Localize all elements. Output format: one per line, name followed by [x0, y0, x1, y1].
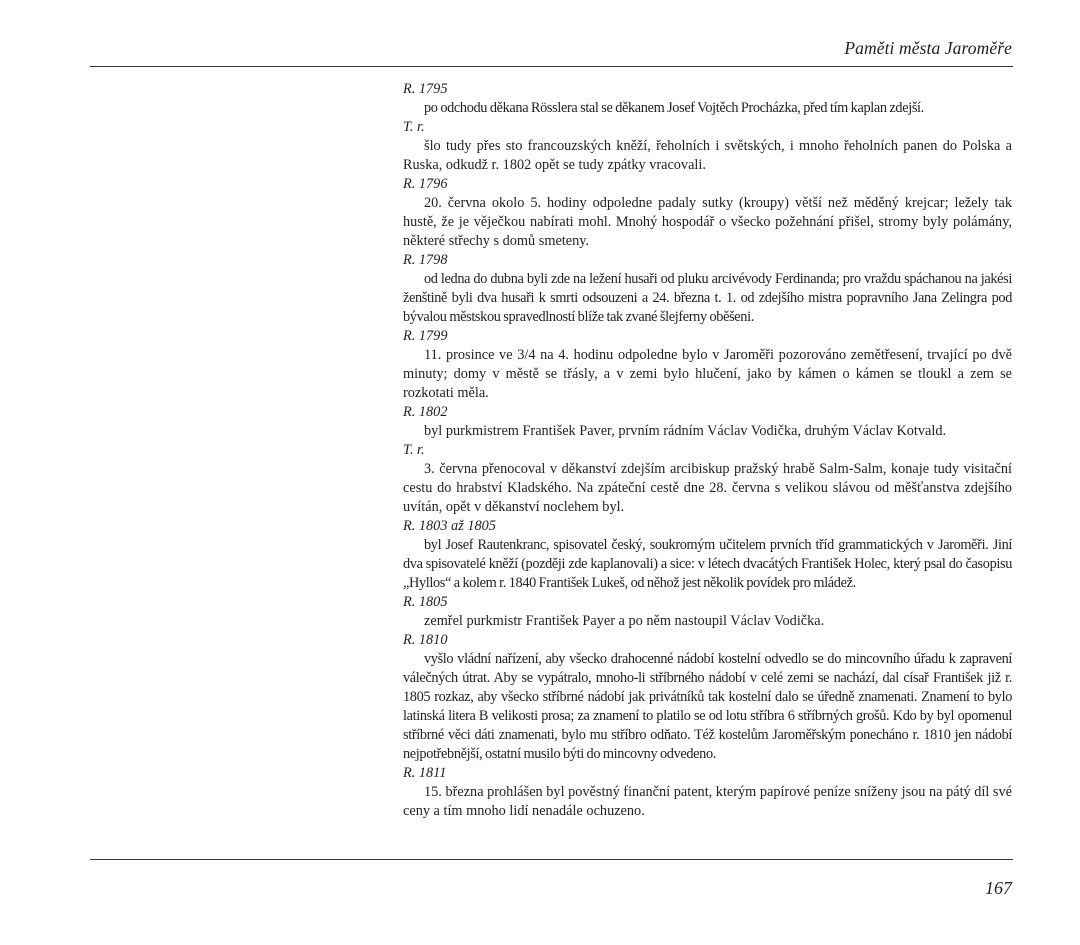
entry-text: byl purkmistrem František Paver, prvním rádním Václav Vodička, druhým Václav Kotvald. [424, 423, 947, 439]
entry-text: 11. prosince ve 3/4 na 4. hodinu odpoledne bylo v Jaroměři pozorováno zemětřesení, trvající po dvě minuty; domy v městě se třásly, a v zemi bylo hlučení, jako by kámen o kámen se tloukl a zem se rozkotati měla. [403, 347, 1012, 401]
entry-text: 20. června okolo 5. hodiny odpoledne padaly sutky (kroupy) větší než měděný krejcar; ležely tak hustě, že je věječkou nabírati mohl. Mnohý hospodář o všecko požehnání přišel, stromy byly polámány, některé střechy s domů smeteny. [403, 195, 1012, 249]
chronicle-text [403, 80, 1012, 821]
entry-text: 3. června přenocoval v děkanství zdejším arcibiskup pražský hrabě Salm-Salm, konaje tudy visitační cestu do hrabství Kladského. Na zpáteční cestě dne 28. června s velikou slávou od měšťanstva zdejšího uvítán, opět v děkanství noclehem byl. [403, 461, 1012, 515]
entry-text: zemřel purkmistr František Payer a po něm nastoupil Václav Vodička. [424, 613, 825, 629]
entry-text: šlo tudy přes sto francouzských kněží, řeholních i světských, i mnoho řeholních panen do Polska a Ruska, odkudž r. 1802 opět se tudy zpátky vracovali. [403, 138, 1012, 173]
entry-year: R. 1795 [403, 81, 448, 97]
chronicle-entry [403, 631, 1012, 764]
entry-year: R. 1805 [403, 594, 448, 610]
entry-year: T. r. [403, 442, 425, 458]
chronicle-entry [403, 80, 1012, 118]
entry-text: po odchodu děkana Rösslera stal se děkanem Josef Vojtěch Procházka, před tím kaplan zdejší. [424, 100, 924, 116]
entry-year: R. 1796 [403, 176, 448, 192]
entry-year: R. 1810 [403, 632, 448, 648]
chronicle-entry [403, 403, 1012, 441]
running-title: Paměti města Jaroměře [844, 38, 1012, 58]
chronicle-entry [403, 441, 1012, 517]
entry-text: od ledna do dubna byli zde na ležení husaři od pluku arcivévody Ferdinanda; pro vraždu spáchanou na jakési ženštině byli dva husaři k smrti odsouzeni a 24. března t. 1. od zdejšího mistra popravního Jana Zelingra pod bývalou městskou spravedlností blíže tak zvané šlejferny oběšeni. [403, 271, 1012, 325]
chronicle-entry [403, 764, 1012, 821]
chronicle-entry [403, 517, 1012, 593]
entry-year: R. 1799 [403, 328, 448, 344]
entry-year: T. r. [403, 119, 425, 135]
footer-rule [90, 859, 1013, 860]
entry-year: R. 1811 [403, 765, 447, 781]
chronicle-entry [403, 175, 1012, 251]
chronicle-entry [403, 327, 1012, 403]
entry-text: vyšlo vládní nařízení, aby všecko drahocenné nádobí kostelní odvedlo se do mincovního úřadu k zapravení válečných útrat. Aby se vypátralo, mnoho-li stříbrného nádobí v celé zemi se nachází, dal císař František již r. 1805 rozkaz, aby všecko stříbrné nádobí jak privátníků tak kostelní dalo se úředně znamenati. Znamení to bylo latinská litera B velikosti prosa; za znamení to platilo se od lotu stříbra 6 stříbrných grošů. Kdo by byl opomenul stříbrné věci dáti znamenati, bylo mu stříbro odňato. Též kostelům Jaroměřským ponecháno r. 1810 jen nádobí nejpotřebnější, ostatní musilo býti do mincovny odvedeno. [403, 651, 1012, 762]
entry-text: byl Josef Rautenkranc, spisovatel český, soukromým učitelem prvních tříd grammatických v Jaroměři. Jiní dva spisovatelé kněží (později zde kaplanovali) a sice: v létech dvacátých František Holec, který psal do časopisu „Hyllos“ a kolem r. 1840 František Lukeš, od něhož jest několik povídek pro mládež. [403, 537, 1012, 591]
chronicle-entry [403, 118, 1012, 175]
chronicle-entry [403, 593, 1012, 631]
header-rule [90, 66, 1013, 67]
entry-year: R. 1802 [403, 404, 448, 420]
chronicle-entry [403, 251, 1012, 327]
entry-year: R. 1798 [403, 252, 448, 268]
entry-year: R. 1803 až 1805 [403, 518, 496, 534]
page-number: 167 [985, 878, 1012, 898]
entry-text: 15. března prohlášen byl pověstný finanční patent, kterým papírové peníze sníženy jsou na pátý díl své ceny a tím mnoho lidí nenadále ochuzeno. [403, 784, 1012, 819]
